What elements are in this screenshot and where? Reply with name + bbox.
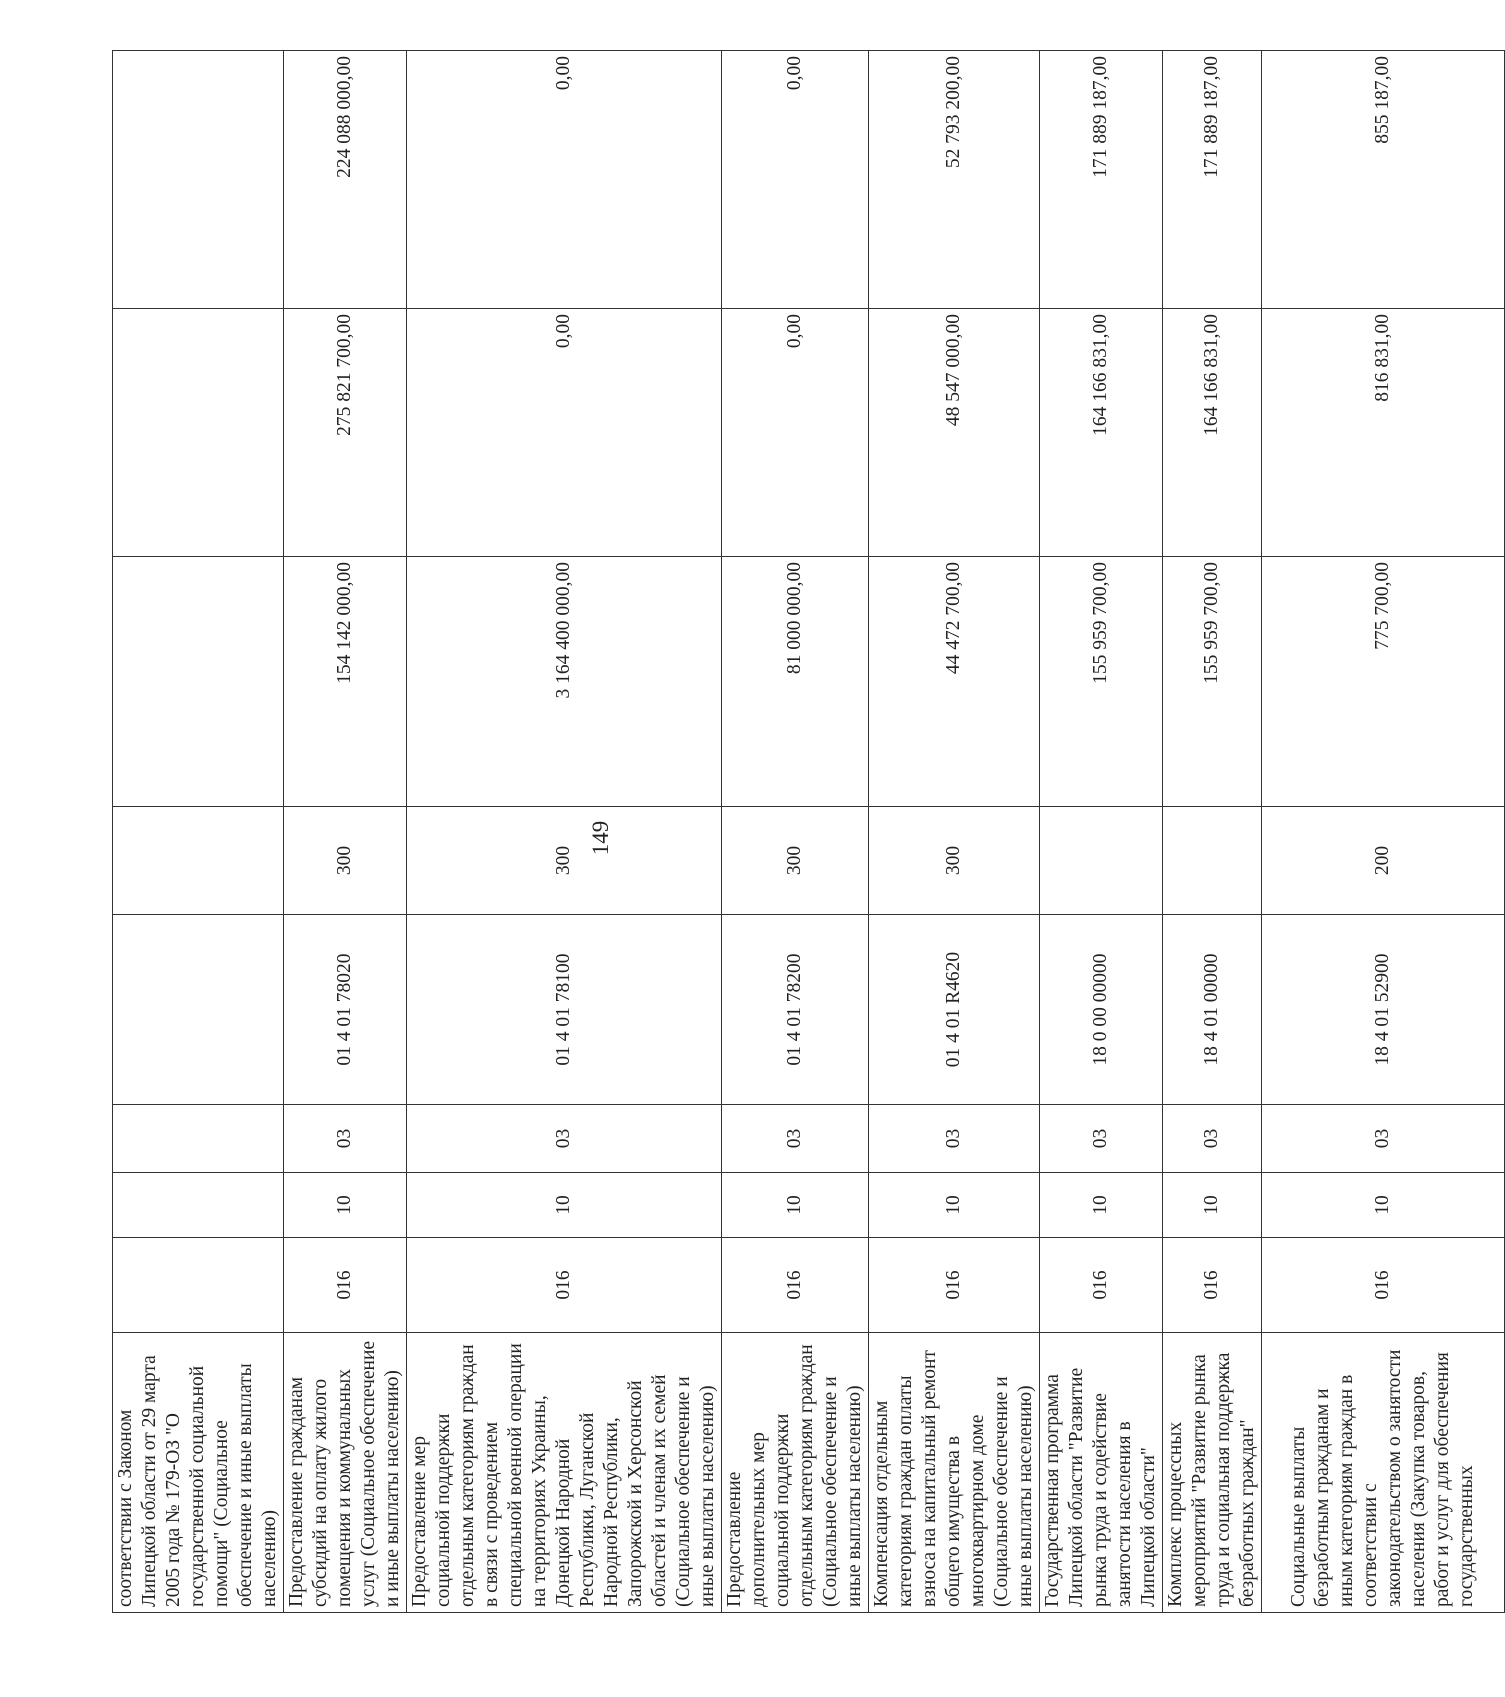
subsection-code: 03 bbox=[284, 1105, 407, 1173]
amount-year-1 bbox=[113, 557, 284, 807]
amount-year-1: 154 142 000,00 bbox=[284, 557, 407, 807]
expense-type-code: 200 bbox=[1262, 807, 1505, 915]
ministry-code: 016 bbox=[407, 1238, 722, 1333]
amount-year-1: 81 000 000,00 bbox=[722, 557, 869, 807]
amount-year-1: 155 959 700,00 bbox=[1040, 557, 1163, 807]
target-article-code: 18 4 01 52900 bbox=[1262, 915, 1505, 1105]
subsection-code: 03 bbox=[1262, 1105, 1505, 1173]
amount-year-1: 155 959 700,00 bbox=[1163, 557, 1262, 807]
amount-year-2: 0,00 bbox=[407, 309, 722, 557]
row-description: Предоставление мер социальной поддержки отдельным категориям граждан в связи с проведением специальной военной операции на территориях Украины, Донецкой Народной Республики, Луганской Народной Республики, Запорожской и Херсонской областей и членам их семей (Социальное обеспечение и иные выплаты населению) bbox=[407, 1333, 722, 1613]
amount-year-3: 171 889 187,00 bbox=[1040, 51, 1163, 309]
rotated-table-container bbox=[112, 51, 1477, 1613]
target-article-code: 18 0 00 00000 bbox=[1040, 915, 1163, 1105]
ministry-code: 016 bbox=[284, 1238, 407, 1333]
subsection-code: 03 bbox=[869, 1105, 1040, 1173]
target-article-code: 01 4 01 78020 bbox=[284, 915, 407, 1105]
expense-type-code: 300 bbox=[284, 807, 407, 915]
section-code: 10 bbox=[722, 1173, 869, 1238]
amount-year-3: 855 187,00 bbox=[1262, 51, 1505, 309]
row-description: Комплекс процессных мероприятий "Развитие рынка труда и социальная поддержка безработных граждан" bbox=[1163, 1333, 1262, 1613]
row-description: соответствии с Законом Липецкой области от 29 марта 2005 года № 179-ОЗ "О государственной социальной помощи" (Социальное обеспечение и иные выплаты населению) bbox=[113, 1333, 284, 1613]
subsection-code: 03 bbox=[722, 1105, 869, 1173]
amount-year-3: 0,00 bbox=[722, 51, 869, 309]
table-row bbox=[284, 51, 407, 1613]
amount-year-1: 775 700,00 bbox=[1262, 557, 1505, 807]
amount-year-2: 816 831,00 bbox=[1262, 309, 1505, 557]
ministry-code: 016 bbox=[1163, 1238, 1262, 1333]
expense-type-code bbox=[1163, 807, 1262, 915]
section-code: 10 bbox=[1040, 1173, 1163, 1238]
row-description: Государственная программа Липецкой области "Развитие рынка труда и содействие занятости населения в Липецкой области" bbox=[1040, 1333, 1163, 1613]
target-article-code bbox=[113, 915, 284, 1105]
table-row bbox=[722, 51, 869, 1613]
ministry-code: 016 bbox=[1262, 1238, 1505, 1333]
amount-year-3 bbox=[113, 51, 284, 309]
amount-year-2: 164 166 831,00 bbox=[1040, 309, 1163, 557]
section-code bbox=[113, 1173, 284, 1238]
ministry-code: 016 bbox=[869, 1238, 1040, 1333]
target-article-code: 01 4 01 78200 bbox=[722, 915, 869, 1105]
section-code: 10 bbox=[1262, 1173, 1505, 1238]
amount-year-3: 224 088 000,00 bbox=[284, 51, 407, 309]
amount-year-3: 171 889 187,00 bbox=[1163, 51, 1262, 309]
section-code: 10 bbox=[407, 1173, 722, 1238]
row-description: Социальные выплаты безработным гражданам и иным категориям граждан в соответствии с законодательством о занятости населения (Закупка товаров, работ и услуг для обеспечения государственных bbox=[1262, 1333, 1505, 1613]
amount-year-2: 275 821 700,00 bbox=[284, 309, 407, 557]
table-row bbox=[869, 51, 1040, 1613]
row-description: Компенсация отдельным категориям граждан оплаты взноса на капитальный ремонт общего имущества в многоквартирном доме (Социальное обеспечение и иные выплаты населению) bbox=[869, 1333, 1040, 1613]
amount-year-2: 164 166 831,00 bbox=[1163, 309, 1262, 557]
amount-year-1: 3 164 400 000,00 bbox=[407, 557, 722, 807]
budget-table bbox=[112, 50, 1505, 1613]
subsection-code: 03 bbox=[1163, 1105, 1262, 1173]
table-row bbox=[113, 51, 284, 1613]
target-article-code: 01 4 01 78100 bbox=[407, 915, 722, 1105]
section-code: 10 bbox=[869, 1173, 1040, 1238]
table-row bbox=[407, 51, 722, 1613]
target-article-code: 18 4 01 00000 bbox=[1163, 915, 1262, 1105]
row-description: Предоставление гражданам субсидий на оплату жилого помещения и коммунальных услуг (Социальное обеспечение и иные выплаты населению) bbox=[284, 1333, 407, 1613]
table-row bbox=[1163, 51, 1262, 1613]
expense-type-code: 300 bbox=[407, 807, 722, 915]
subsection-code bbox=[113, 1105, 284, 1173]
page-number: 149 bbox=[588, 820, 613, 856]
expense-type-code: 300 bbox=[869, 807, 1040, 915]
target-article-code: 01 4 01 R4620 bbox=[869, 915, 1040, 1105]
amount-year-3: 52 793 200,00 bbox=[869, 51, 1040, 309]
section-code: 10 bbox=[1163, 1173, 1262, 1238]
subsection-code: 03 bbox=[407, 1105, 722, 1173]
row-description: Предоставление дополнительных мер социальной поддержки отдельным категориям граждан (Социальное обеспечение и иные выплаты населению) bbox=[722, 1333, 869, 1613]
table-row bbox=[1262, 51, 1505, 1613]
amount-year-3: 0,00 bbox=[407, 51, 722, 309]
expense-type-code bbox=[113, 807, 284, 915]
subsection-code: 03 bbox=[1040, 1105, 1163, 1173]
expense-type-code: 300 bbox=[722, 807, 869, 915]
section-code: 10 bbox=[284, 1173, 407, 1238]
expense-type-code bbox=[1040, 807, 1163, 915]
ministry-code: 016 bbox=[722, 1238, 869, 1333]
table-row bbox=[1040, 51, 1163, 1613]
amount-year-2: 0,00 bbox=[722, 309, 869, 557]
amount-year-1: 44 472 700,00 bbox=[869, 557, 1040, 807]
ministry-code bbox=[113, 1238, 284, 1333]
amount-year-2 bbox=[113, 309, 284, 557]
ministry-code: 016 bbox=[1040, 1238, 1163, 1333]
amount-year-2: 48 547 000,00 bbox=[869, 309, 1040, 557]
